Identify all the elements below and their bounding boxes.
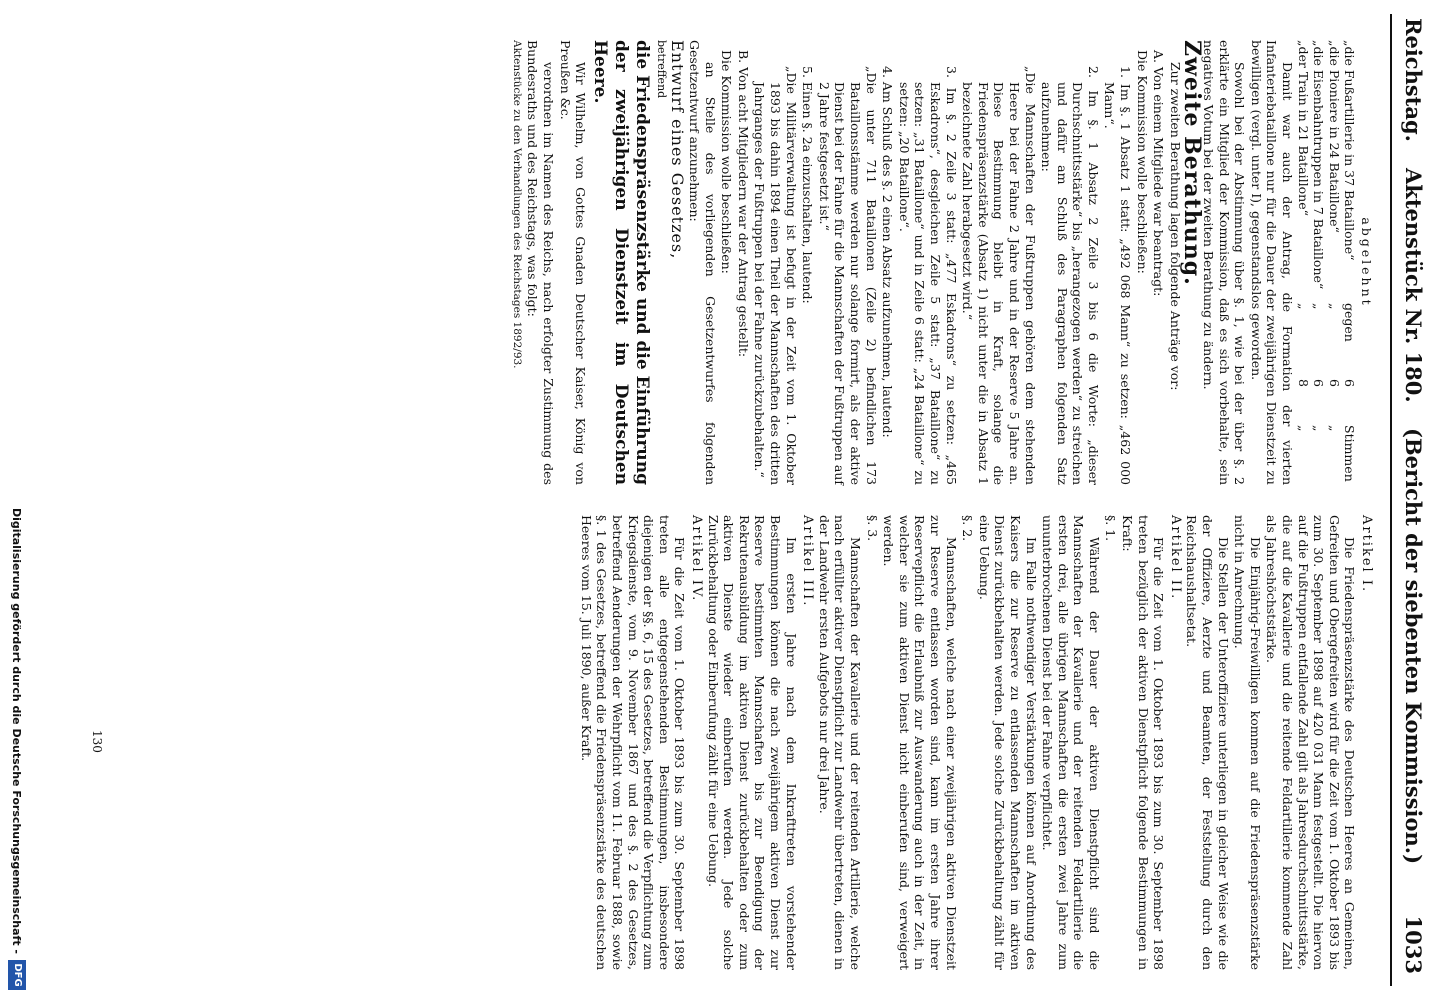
paragraph: an Stelle des vorliegenden Gesetzentwurfes folgenden Gesetzentwurf anzunehmen: [687,40,718,485]
article-heading: Artikel III. [800,515,816,608]
left-column [507,40,1374,485]
paragraph: Während der Dauer der aktiven Dienstpflicht sind die Mannschaften der Kavallerie und der reitenden Feldartillerie die ersten drei, alle übrigen Mannschaften die ersten zwei Jahre zum ununterbrochenen Dienst bei der Fahne verpflichtet. [1040,515,1102,970]
dfg-footer [4,10,26,990]
vote-table [1295,40,1357,485]
motion-b: B. Von acht Mitgliedern war der Antrag gestellt: [735,50,751,358]
paragraph: Die Stellen der Unteroffiziere unterliegen in gleicher Weise wie die der Offiziere, Aerzte und Beamten, der Feststellung durch den Reichshaushaltsetat. [1184,515,1231,970]
dfg-credit-text: Digitalisierung gefördert durch die Deutsche Forschungsgemeinschaft - [10,507,23,954]
page-number: 1033 [1401,915,1426,974]
list-item: 2. Im §. 1 Absatz 2 Zeile 3 bis 6 die Worte: „dieser Durchschnittsstärke“ bis „herangezogen werden“ zu streichen und dafür am Schluß des Paragraphen folgenden Satz aufzunehmen: [1039,66,1101,485]
enactment-formula: verordnen im Namen des Reichs, nach erfolgter Zustimmung des Bundesraths und des Reichstags, was folgt: [525,40,557,485]
draft-law-subject: die Friedenspräsenzstärke und die Einführung der zweijährigen Dienstzeit im Deutschen Heere. [590,40,653,485]
vote-row-num: 6 [1311,379,1327,387]
paragraph: Damit war auch der Antrag, die Formation der vierten Infanteriebataillone nur für die Dauer der zweijährigen Dienstzeit zu bewilligen (vergl. unter I), gegenstandslos geworden. [1248,40,1296,485]
paragraph: Zur zweiten Berathung lagen folgende Anträge vor: [1167,62,1183,391]
header-left: Reichstag. [1401,18,1426,142]
dfg-logo-icon: DFG [8,960,26,990]
footnote: Aktenstücke zu den Verhandlungen des Reichstages 1892/93. [510,40,523,369]
section-heading: §. 1. [1103,515,1119,542]
paragraph: Mannschaften der Kavallerie und der reitenden Artillerie, welche nach erfüllter aktiver Dienstpflicht zur Landwehr übertreten, dienen in der Landwehr ersten Aufgebots nur drei Jahre. [816,515,863,970]
vote-row-text: „die Eisenbahntruppen in 7 Bataillone“ [1311,40,1327,290]
right-column [577,515,1374,970]
list-item: 3. Im §. 2 Zeile 3 statt: „477 Eskadrons“ zu setzen: „465 Eskadrons“, desgleichen Zeile 5 statt: „37 Bataillone“ zu setzen: „31 Bataillone“ und in Zeile 6 statt: „24 Bataillone“ zu setzen: „20 Bataillone“. [896,66,959,485]
article-heading: Artikel I. [1359,515,1374,594]
paragraph: Die Friedenspräsenzstärke des Deutschen Heeres an Gemeinen, Gefreiten und Obergefreiten wird für die Zeit vom 1. Oktober 1893 bis zum 30. September 1898 auf 420 031 Mann festgestellt. Die hiervon auf die Fußtruppen entfallende Zahl gilt als Jahresdurchschnittsstärke, die auf die Kavallerie und die reitende Feldartillerie kommende Zahl als Jahreshöchststärke. [1264,515,1358,970]
section-heading: §. 3. [864,515,880,542]
margin-number: 130 [90,730,104,753]
header-report-title: (Bericht der siebenten Kommission.) [1401,428,1426,865]
vote-result-heading: abgelehnt [1359,217,1374,308]
vote-row-unit: „ [1326,425,1342,432]
vote-row-prep: „ [1311,303,1327,310]
paragraph: Mannschaften, welche nach einer zweijährigen aktiven Dienstzeit zur Reserve entlassen worden sind, kann im ersten Jahre ihrer Reservepflicht die Erlaubniß zur Auswanderung auch in der Zeit, in welcher sie zum aktiven Dienst nicht einberufen sind, verweigert werden. [881,515,959,970]
paragraph: Im ersten Jahre nach dem Inkrafttreten vorstehender Bestimmungen können die nach zweijährigem aktiven Dienst zur Reserve bestimmten Mannschaften bis zur Beendigung der Rekrutenausbildung im aktiven Dienst zurückbehalten oder zum aktiven Dienste wieder einberufen werden. Jede solche Zurückbehaltung oder Einberufung zählt für eine Uebung. [705,515,799,970]
motion-b-sub: Die Kommission wolle beschließen: [719,50,735,274]
header-rule [1390,14,1392,986]
vote-row-num: 8 [1295,379,1311,387]
vote-row-prep: gegen [1342,303,1358,342]
paragraph: Im Falle nothwendiger Verstärkungen können auf Anordnung des Kaisers die zur Reserve zu entlassenden Mannschaften im aktiven Dienst zurückbehalten werden. Jede solche Zurückbehaltung zählt für eine Uebung. [976,515,1039,970]
quoted-text: „Die Mannschaften der Fußtruppen gehören dem stehenden Heere bei der Fahne 2 Jahre und in der Reserve 5 Jahre an. Diese Bestimmung bleibt in Kraft, solange die Friedenspräsenzstärke (Absatz 1) nicht unter die in Absatz 1 bezeichnete Zahl herabgesetzt wird.“ [960,66,1038,485]
header-document-number: Aktenstück Nr. 180. [1401,168,1426,403]
draft-law-concerning: betreffend [654,40,668,99]
article-heading: Artikel IV. [689,515,705,603]
vote-row-prep: „ [1326,303,1342,310]
paragraph: Sowohl bei der Abstimmung über §. 1, wie bei der über §. 2 erklärte ein Mitglied der Kommission, daß es sich vorbehalte, sein negatives Votum bei der zweiten Berathung zu ändern. [1201,40,1248,485]
enactment-formula: Wir Wilhelm, von Gottes Gnaden Deutscher Kaiser, König von Preußen &c. [557,40,589,485]
vote-row-unit: Stimmen [1342,425,1358,482]
paragraph: Für die Zeit vom 1. Oktober 1893 bis zum 30. September 1898 treten alle entgegenstehenden Bestimmungen, insbesondere diejenigen der §§. 6, 15 des Gesetzes, betreffend die Verpflichtung zum Kriegsdienste, vom 9. November 1867 und des §. 2 des Gesetzes, betreffend Aenderungen der Wehrpflicht vom 11. Februar 1888, sowie §. 1 des Gesetzes, betreffend die Friedenspräsenzstärke des deutschen Heeres vom 15. Juli 1890, außer Kraft. [578,515,688,970]
section-heading: §. 2. [960,515,976,542]
vote-row-text: „der Train in 21 Bataillone“ [1295,40,1311,216]
vote-row-num: 6 [1342,379,1358,387]
article-heading: Artikel II. [1167,515,1183,601]
list-item: 5. Einen §. 2a einzuschalten, lautend: [800,66,816,304]
vote-row-text: „die Fußartillerie in 37 Bataillone“ [1342,40,1358,261]
motion-a-sub: Die Kommission wolle beschließen: [1134,50,1150,274]
draft-law-title: Entwurf eines Gesetzes, [668,40,688,260]
vote-row-num: 6 [1326,379,1342,387]
section-heading-second-reading: Zweite Berathung. [1179,40,1206,286]
quoted-text: „Die Militärverwaltung ist befugt in der Zeit vom 1. Oktober 1893 bis dahin 1894 einen Theil der Mannschaften des dritten Jahrganges der Fußtruppen bei der Fahne zurückzubehalten.“ [752,66,799,485]
list-item: 4. Am Schluß des §. 2 einen Absatz aufzunehmen, lautend: [880,66,896,438]
vote-row-prep: „ [1295,303,1311,310]
paragraph: Für die Zeit vom 1. Oktober 1893 bis zum 30. September 1898 treten bezüglich der aktiven Dienstpflicht folgende Bestimmungen in Kraft: [1120,515,1167,970]
running-header [1396,18,1428,974]
list-item: 1. Im §. 1 Absatz 1 statt: „492 068 Mann“ zu setzen: „462 000 Mann“. [1102,66,1134,485]
quoted-text: „Die unter 711 Bataillonen (Zeile 2) befindlichen 173 Bataillonsstämme werden nur solange formirt, als der aktive Dienst bei der Fahne für die Mannschaften der Fußtruppen auf 2 Jahre festgesetzt ist.“ [816,66,879,485]
motion-a: A. Von einem Mitgliede war beantragt: [1151,50,1167,297]
vote-row-text: „die Pioniere in 24 Bataillone“ [1326,40,1342,233]
vote-row-unit: „ [1295,425,1311,432]
paragraph: Die Einjährig-Freiwilligen kommen auf die Friedenspräsenzstärke nicht in Anrechnung. [1232,515,1263,970]
vote-row-unit: „ [1311,425,1327,432]
